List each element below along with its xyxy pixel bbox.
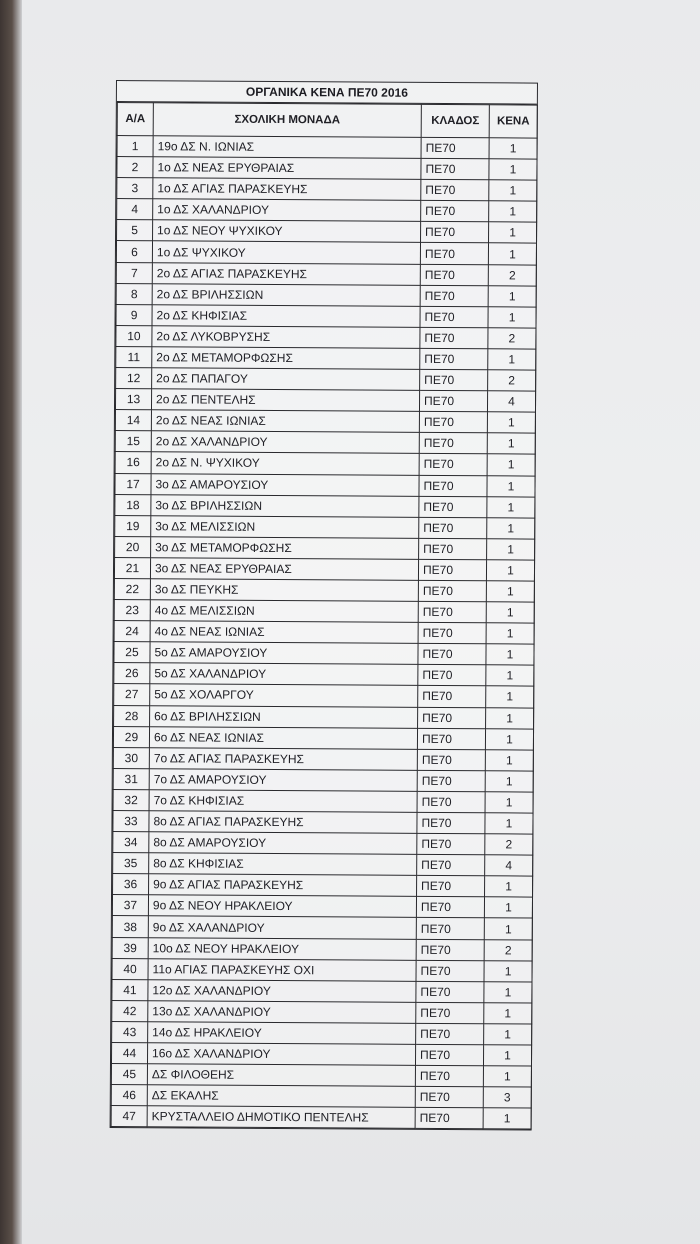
school-unit: 12ο ΔΣ ΧΑΛΑΝΔΡΙΟΥ bbox=[148, 979, 416, 1002]
school-unit: 9ο ΔΣ ΑΓΙΑΣ ΠΑΡΑΣΚΕΥΗΣ bbox=[149, 874, 417, 897]
kena-cell: 3 bbox=[483, 1087, 531, 1108]
school-unit: ΚΡΥΣΤΑΛΛΕΙΟ ΔΗΜΟΤΙΚΟ ΠΕΝΤΕΛΗΣ bbox=[147, 1106, 415, 1129]
table-row bbox=[116, 304, 536, 328]
table-row bbox=[114, 663, 534, 687]
row-number: 19 bbox=[115, 515, 151, 536]
kena-cell: 1 bbox=[486, 560, 534, 581]
klados-cell: ΠΕ70 bbox=[417, 855, 485, 877]
klados-cell: ΠΕ70 bbox=[420, 327, 488, 349]
row-number: 34 bbox=[113, 832, 149, 853]
table-row bbox=[114, 557, 534, 581]
row-number: 11 bbox=[116, 346, 152, 367]
row-number: 4 bbox=[117, 199, 153, 220]
school-unit: 2ο ΔΣ ΜΕΤΑΜΟΡΦΩΣΗΣ bbox=[152, 347, 420, 370]
kena-cell: 1 bbox=[486, 686, 534, 707]
school-unit: ΔΣ ΦΙΛΟΘΕΗΣ bbox=[147, 1064, 415, 1087]
kena-cell: 2 bbox=[488, 328, 536, 349]
klados-cell: ΠΕ70 bbox=[420, 369, 488, 391]
table-row bbox=[115, 452, 535, 476]
row-number: 29 bbox=[113, 726, 149, 747]
table-row bbox=[112, 958, 532, 982]
klados-cell: ΠΕ70 bbox=[417, 812, 485, 834]
klados-cell: ΠΕ70 bbox=[417, 749, 485, 771]
school-unit: 9ο ΔΣ ΧΑΛΑΝΔΡΙΟΥ bbox=[148, 916, 416, 939]
school-unit: 2ο ΔΣ ΧΑΛΑΝΔΡΙΟΥ bbox=[151, 431, 419, 454]
klados-cell: ΠΕ70 bbox=[416, 1023, 484, 1045]
klados-cell: ΠΕ70 bbox=[420, 264, 488, 286]
table-row bbox=[116, 283, 536, 307]
school-unit: 5ο ΔΣ ΧΑΛΑΝΔΡΙΟΥ bbox=[150, 663, 418, 686]
row-number: 40 bbox=[112, 958, 148, 979]
table-row bbox=[114, 578, 534, 602]
klados-cell: ΠΕ70 bbox=[421, 137, 489, 159]
school-unit: 2ο ΔΣ Ν. ΨΥΧΙΚΟΥ bbox=[151, 452, 419, 475]
kena-cell: 1 bbox=[484, 897, 532, 918]
table-row bbox=[117, 157, 537, 181]
table-row bbox=[115, 536, 535, 560]
klados-cell: ΠΕ70 bbox=[419, 475, 487, 497]
school-unit: 2ο ΔΣ ΚΗΦΙΣΙΑΣ bbox=[152, 304, 420, 327]
kena-cell: 1 bbox=[486, 623, 534, 644]
row-number: 21 bbox=[114, 557, 150, 578]
row-number: 23 bbox=[114, 600, 150, 621]
school-unit: 16ο ΔΣ ΧΑΛΑΝΔΡΙΟΥ bbox=[147, 1043, 415, 1066]
table-row bbox=[117, 199, 537, 223]
klados-cell: ΠΕ70 bbox=[415, 1108, 483, 1130]
kena-cell: 1 bbox=[486, 665, 534, 686]
school-unit: 1ο ΔΣ ΨΥΧΙΚΟΥ bbox=[152, 241, 420, 264]
klados-cell: ΠΕ70 bbox=[419, 538, 487, 560]
school-unit: 1ο ΔΣ ΧΑΛΑΝΔΡΙΟΥ bbox=[153, 199, 421, 222]
school-unit: 3ο ΔΣ ΑΜΑΡΟΥΣΙΟΥ bbox=[151, 473, 419, 496]
table-row bbox=[111, 1106, 531, 1130]
table-row bbox=[113, 726, 533, 750]
table-row bbox=[112, 1000, 532, 1024]
school-unit: 2ο ΔΣ ΠΑΠΑΓΟΥ bbox=[152, 368, 420, 391]
klados-cell: ΠΕ70 bbox=[415, 1065, 483, 1087]
table-row bbox=[111, 1043, 531, 1067]
klados-cell: ΠΕ70 bbox=[418, 601, 486, 623]
klados-cell: ΠΕ70 bbox=[416, 939, 484, 961]
klados-cell: ΠΕ70 bbox=[417, 770, 485, 792]
row-number: 8 bbox=[116, 283, 152, 304]
kena-cell: 1 bbox=[489, 159, 537, 180]
row-number: 46 bbox=[111, 1085, 147, 1106]
kena-cell: 1 bbox=[485, 876, 533, 897]
school-unit: 2ο ΔΣ ΒΡΙΛΗΣΣΙΩΝ bbox=[152, 283, 420, 306]
row-number: 7 bbox=[116, 262, 152, 283]
row-number: 36 bbox=[113, 874, 149, 895]
kena-cell: 1 bbox=[486, 602, 534, 623]
kena-cell: 1 bbox=[486, 707, 534, 728]
table-row bbox=[115, 431, 535, 455]
kena-cell: 1 bbox=[487, 517, 535, 538]
klados-cell: ΠΕ70 bbox=[419, 517, 487, 539]
kena-cell: 1 bbox=[484, 982, 532, 1003]
table-row bbox=[115, 473, 535, 497]
klados-cell: ΠΕ70 bbox=[419, 454, 487, 476]
row-number: 5 bbox=[117, 220, 153, 241]
row-number: 45 bbox=[111, 1064, 147, 1085]
school-unit: 8ο ΔΣ ΑΜΑΡΟΥΣΙΟΥ bbox=[149, 832, 417, 855]
kena-cell: 2 bbox=[488, 370, 536, 391]
kena-cell: 1 bbox=[487, 475, 535, 496]
row-number: 13 bbox=[115, 389, 151, 410]
row-number: 12 bbox=[116, 368, 152, 389]
kena-cell: 1 bbox=[489, 180, 537, 201]
klados-cell: ΠΕ70 bbox=[415, 1044, 483, 1066]
row-number: 38 bbox=[112, 916, 148, 937]
row-number: 16 bbox=[115, 452, 151, 473]
school-unit: 2ο ΔΣ ΠΕΝΤΕΛΗΣ bbox=[151, 389, 419, 412]
kena-cell: 1 bbox=[483, 1045, 531, 1066]
kena-cell: 1 bbox=[485, 813, 533, 834]
table-row bbox=[114, 600, 534, 624]
school-unit: 3ο ΔΣ ΠΕΥΚΗΣ bbox=[150, 579, 418, 602]
school-unit: 3ο ΔΣ ΜΕΤΑΜΟΡΦΩΣΗΣ bbox=[151, 537, 419, 560]
klados-cell: ΠΕ70 bbox=[416, 897, 484, 919]
row-number: 9 bbox=[116, 304, 152, 325]
klados-cell: ΠΕ70 bbox=[421, 222, 489, 244]
table-row bbox=[112, 916, 532, 940]
klados-cell: ΠΕ70 bbox=[417, 876, 485, 898]
kena-cell: 1 bbox=[489, 222, 537, 243]
kena-cell: 4 bbox=[487, 391, 535, 412]
kena-cell: 2 bbox=[485, 834, 533, 855]
school-unit: 8ο ΔΣ ΚΗΦΙΣΙΑΣ bbox=[149, 853, 417, 876]
table-row bbox=[113, 747, 533, 771]
row-number: 47 bbox=[111, 1106, 147, 1127]
klados-cell: ΠΕ70 bbox=[416, 960, 484, 982]
klados-cell: ΠΕ70 bbox=[416, 981, 484, 1003]
klados-cell: ΠΕ70 bbox=[418, 559, 486, 581]
klados-cell: ΠΕ70 bbox=[417, 833, 485, 855]
klados-cell: ΠΕ70 bbox=[418, 707, 486, 729]
table-row bbox=[113, 789, 533, 813]
klados-cell: ΠΕ70 bbox=[419, 433, 487, 455]
row-number: 15 bbox=[115, 431, 151, 452]
table-row bbox=[113, 768, 533, 792]
row-number: 18 bbox=[115, 494, 151, 515]
row-number: 10 bbox=[116, 325, 152, 346]
school-unit: 4ο ΔΣ ΝΕΑΣ ΙΩΝΙΑΣ bbox=[150, 621, 418, 644]
klados-cell: ΠΕ70 bbox=[420, 348, 488, 370]
row-number: 1 bbox=[117, 136, 153, 157]
row-number: 32 bbox=[113, 789, 149, 810]
kena-cell: 1 bbox=[488, 285, 536, 306]
school-unit: 3ο ΔΣ ΒΡΙΛΗΣΣΙΩΝ bbox=[151, 494, 419, 517]
school-unit: 5ο ΔΣ ΑΜΑΡΟΥΣΙΟΥ bbox=[150, 642, 418, 665]
table-row bbox=[115, 410, 535, 434]
table-row bbox=[111, 1064, 531, 1088]
kena-cell: 2 bbox=[488, 264, 536, 285]
kena-cell: 1 bbox=[485, 749, 533, 770]
kena-cell: 1 bbox=[489, 201, 537, 222]
row-number: 39 bbox=[112, 937, 148, 958]
table-title: ΟΡΓΑΝΙΚΑ ΚΕΝΑ ΠΕ70 2016 bbox=[117, 81, 537, 105]
school-unit: 19ο ΔΣ Ν. ΙΩΝΙΑΣ bbox=[153, 136, 421, 159]
vacancies-table-frame bbox=[110, 80, 538, 1131]
row-number: 20 bbox=[115, 536, 151, 557]
row-number: 26 bbox=[114, 663, 150, 684]
row-number: 35 bbox=[113, 853, 149, 874]
table-row bbox=[117, 220, 537, 244]
school-unit: 9ο ΔΣ ΝΕΟΥ ΗΡΑΚΛΕΙΟΥ bbox=[148, 895, 416, 918]
klados-cell: ΠΕ70 bbox=[416, 1002, 484, 1024]
table-row bbox=[114, 621, 534, 645]
row-number: 24 bbox=[114, 621, 150, 642]
klados-cell: ΠΕ70 bbox=[418, 686, 486, 708]
table-row bbox=[112, 979, 532, 1003]
kena-cell: 1 bbox=[483, 1108, 531, 1129]
table-row bbox=[114, 705, 534, 729]
kena-cell: 4 bbox=[485, 855, 533, 876]
klados-cell: ΠΕ70 bbox=[419, 412, 487, 434]
kena-cell: 1 bbox=[484, 960, 532, 981]
table-row bbox=[116, 346, 536, 370]
klados-cell: ΠΕ70 bbox=[419, 496, 487, 518]
kena-cell: 1 bbox=[489, 138, 537, 159]
table-row bbox=[112, 1021, 532, 1045]
table-row bbox=[112, 937, 532, 961]
vacancies-table bbox=[111, 102, 538, 1130]
school-unit: 6ο ΔΣ ΒΡΙΛΗΣΣΙΩΝ bbox=[150, 705, 418, 728]
kena-cell: 1 bbox=[487, 412, 535, 433]
klados-cell: ΠΕ70 bbox=[418, 623, 486, 645]
row-number: 27 bbox=[114, 684, 150, 705]
row-number: 6 bbox=[116, 241, 152, 262]
kena-cell: 1 bbox=[485, 792, 533, 813]
row-number: 44 bbox=[111, 1043, 147, 1064]
table-row bbox=[113, 832, 533, 856]
school-unit: 2ο ΔΣ ΑΓΙΑΣ ΠΑΡΑΣΚΕΥΗΣ bbox=[152, 262, 420, 285]
kena-cell: 1 bbox=[487, 433, 535, 454]
kena-cell: 1 bbox=[486, 581, 534, 602]
kena-cell: 1 bbox=[484, 918, 532, 939]
klados-cell: ΠΕ70 bbox=[417, 791, 485, 813]
row-number: 22 bbox=[114, 578, 150, 599]
school-unit: 3ο ΔΣ ΜΕΛΙΣΣΙΩΝ bbox=[151, 515, 419, 538]
school-unit: 6ο ΔΣ ΝΕΑΣ ΙΩΝΙΑΣ bbox=[149, 726, 417, 749]
row-number: 33 bbox=[113, 810, 149, 831]
kena-cell: 1 bbox=[487, 454, 535, 475]
klados-cell: ΠΕ70 bbox=[418, 580, 486, 602]
table-row bbox=[113, 874, 533, 898]
school-unit: 11ο ΑΓΙΑΣ ΠΑΡΑΣΚΕΥΗΣ ΟΧΙ bbox=[148, 958, 416, 981]
school-unit: 7ο ΔΣ ΑΜΑΡΟΥΣΙΟΥ bbox=[149, 769, 417, 792]
klados-cell: ΠΕ70 bbox=[415, 1087, 483, 1109]
row-number: 28 bbox=[114, 705, 150, 726]
table-row bbox=[116, 325, 536, 349]
school-unit: 1ο ΔΣ ΝΕΑΣ ΕΡΥΘΡΑΙΑΣ bbox=[153, 157, 421, 180]
kena-cell: 1 bbox=[488, 349, 536, 370]
table-row bbox=[116, 368, 536, 392]
kena-cell: 1 bbox=[485, 771, 533, 792]
school-unit: 1ο ΔΣ ΝΕΟΥ ΨΥΧΙΚΟΥ bbox=[153, 220, 421, 243]
table-row bbox=[117, 136, 537, 160]
kena-cell: 1 bbox=[487, 539, 535, 560]
school-unit: 2ο ΔΣ ΛΥΚΟΒΡΥΣΗΣ bbox=[152, 326, 420, 349]
kena-cell: 2 bbox=[484, 939, 532, 960]
klados-cell: ΠΕ70 bbox=[420, 285, 488, 307]
row-number: 31 bbox=[113, 768, 149, 789]
table-row bbox=[113, 853, 533, 877]
klados-cell: ΠΕ70 bbox=[420, 306, 488, 328]
kena-cell: 1 bbox=[483, 1066, 531, 1087]
klados-cell: ΠΕ70 bbox=[421, 180, 489, 202]
table-row bbox=[115, 494, 535, 518]
klados-cell: ΠΕ70 bbox=[420, 243, 488, 265]
row-number: 41 bbox=[112, 979, 148, 1000]
school-unit: 2ο ΔΣ ΝΕΑΣ ΙΩΝΙΑΣ bbox=[151, 410, 419, 433]
row-number: 3 bbox=[117, 178, 153, 199]
klados-cell: ΠΕ70 bbox=[421, 201, 489, 223]
school-unit: 13ο ΔΣ ΧΑΛΑΝΔΡΙΟΥ bbox=[148, 1001, 416, 1024]
kena-cell: 1 bbox=[488, 307, 536, 328]
school-unit: 1ο ΔΣ ΑΓΙΑΣ ΠΑΡΑΣΚΕΥΗΣ bbox=[153, 178, 421, 201]
table-row bbox=[115, 389, 535, 413]
school-unit: 5ο ΔΣ ΧΟΛΑΡΓΟΥ bbox=[150, 684, 418, 707]
table-row bbox=[114, 642, 534, 666]
row-number: 14 bbox=[115, 410, 151, 431]
kena-cell: 1 bbox=[484, 1024, 532, 1045]
table-row bbox=[117, 178, 537, 202]
kena-cell: 1 bbox=[485, 728, 533, 749]
klados-cell: ΠΕ70 bbox=[421, 158, 489, 180]
kena-cell: 1 bbox=[488, 243, 536, 264]
school-unit: 7ο ΔΣ ΚΗΦΙΣΙΑΣ bbox=[149, 790, 417, 813]
row-number: 17 bbox=[115, 473, 151, 494]
school-unit: 3ο ΔΣ ΝΕΑΣ ΕΡΥΘΡΑΙΑΣ bbox=[150, 558, 418, 581]
kena-cell: 1 bbox=[487, 496, 535, 517]
kena-cell: 1 bbox=[486, 644, 534, 665]
row-number: 42 bbox=[112, 1000, 148, 1021]
school-unit: ΔΣ ΕΚΑΛΗΣ bbox=[147, 1085, 415, 1108]
klados-cell: ΠΕ70 bbox=[417, 728, 485, 750]
header-klados: ΚΛΑΔΟΣ bbox=[421, 104, 489, 137]
table-row bbox=[116, 262, 536, 286]
header-school-unit: ΣΧΟΛΙΚΗ ΜΟΝΑΔΑ bbox=[153, 103, 421, 138]
school-unit: 7ο ΔΣ ΑΓΙΑΣ ΠΑΡΑΣΚΕΥΗΣ bbox=[149, 747, 417, 770]
table-row bbox=[116, 241, 536, 265]
row-number: 43 bbox=[112, 1021, 148, 1042]
school-unit: 8ο ΔΣ ΑΓΙΑΣ ΠΑΡΑΣΚΕΥΗΣ bbox=[149, 811, 417, 834]
row-number: 25 bbox=[114, 642, 150, 663]
header-aa: Α/Α bbox=[117, 103, 153, 136]
header-row bbox=[117, 103, 537, 139]
klados-cell: ΠΕ70 bbox=[418, 665, 486, 687]
row-number: 37 bbox=[112, 895, 148, 916]
table-row bbox=[111, 1085, 531, 1109]
table-row bbox=[115, 515, 535, 539]
school-unit: 10ο ΔΣ ΝΕΟΥ ΗΡΑΚΛΕΙΟΥ bbox=[148, 937, 416, 960]
row-number: 30 bbox=[113, 747, 149, 768]
kena-cell: 1 bbox=[484, 1003, 532, 1024]
header-kena: ΚΕΝΑ bbox=[489, 105, 537, 138]
school-unit: 14ο ΔΣ ΗΡΑΚΛΕΙΟΥ bbox=[148, 1022, 416, 1045]
row-number: 2 bbox=[117, 157, 153, 178]
klados-cell: ΠΕ70 bbox=[418, 644, 486, 666]
klados-cell: ΠΕ70 bbox=[419, 390, 487, 412]
table-row bbox=[113, 810, 533, 834]
school-unit: 4ο ΔΣ ΜΕΛΙΣΣΙΩΝ bbox=[150, 600, 418, 623]
klados-cell: ΠΕ70 bbox=[416, 918, 484, 940]
table-row bbox=[112, 895, 532, 919]
table-row bbox=[114, 684, 534, 708]
